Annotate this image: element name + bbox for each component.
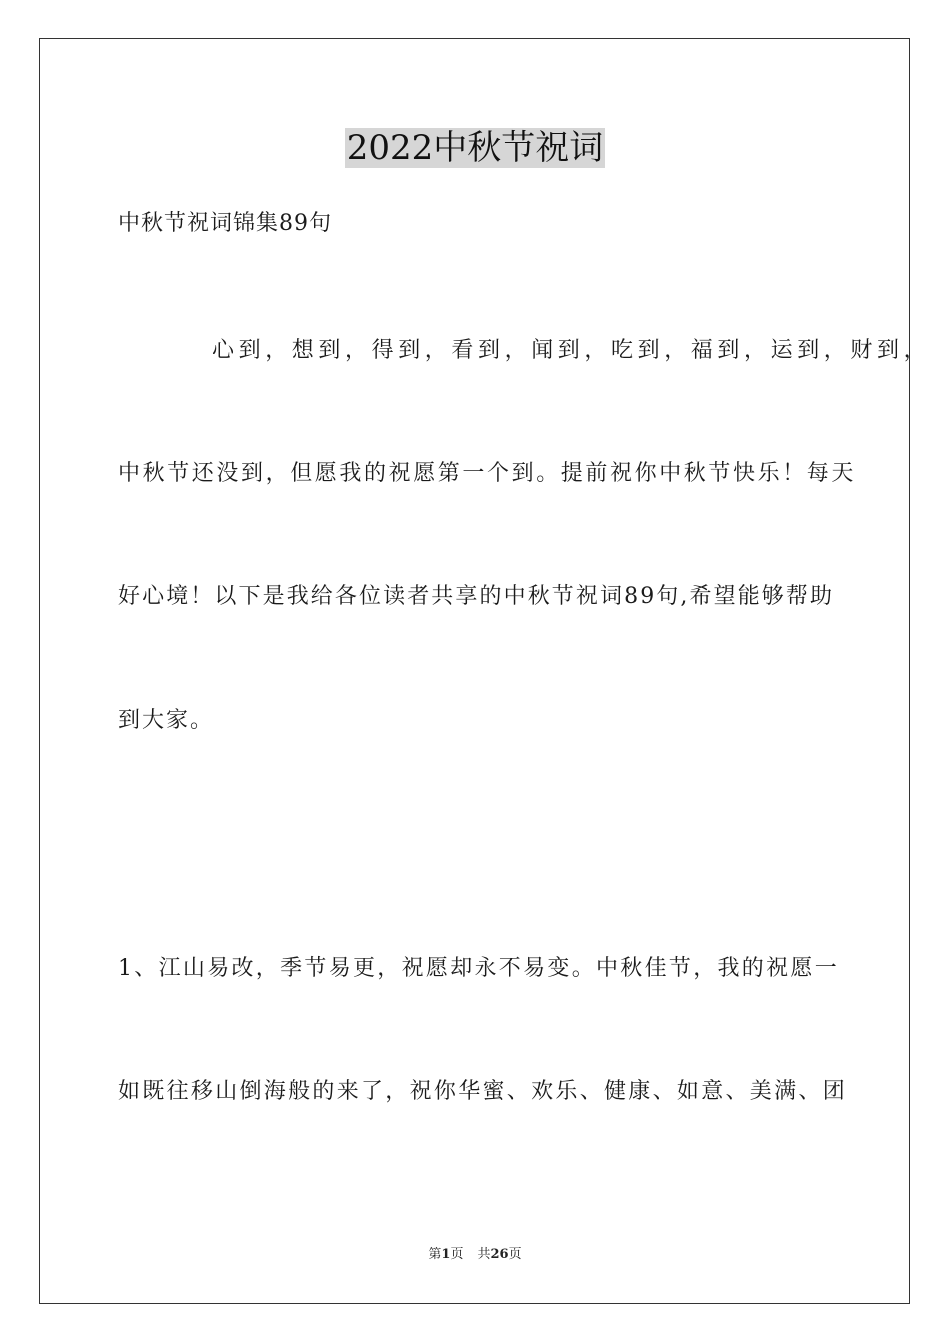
title-container: [0, 128, 950, 168]
page-footer: [0, 1246, 950, 1264]
total-suffix: 页: [508, 1247, 522, 1262]
paragraph-line: 心到，想到，得到，看到，闻到，吃到，福到，运到，财到，: [212, 338, 931, 363]
paragraph-line: 中秋节还没到，但愿我的祝愿第一个到。提前祝你中秋节快乐！每天: [118, 461, 857, 486]
document-subtitle: 中秋节祝词锦集89句: [118, 211, 332, 236]
page-number: 1: [441, 1247, 451, 1262]
paragraph-line: 如既往移山倒海般的来了，祝你华蜜、欢乐、健康、如意、美满、团: [118, 1079, 848, 1104]
total-pages: 26: [490, 1247, 509, 1262]
paragraph-line: 1、江山易改，季节易更，祝愿却永不易变。中秋佳节，我的祝愿一: [118, 956, 839, 981]
document-title: 2022中秋节祝词: [346, 128, 604, 168]
paragraph-line: 好心境！以下是我给各位读者共享的中秋节祝词89句,希望能够帮助: [118, 584, 835, 609]
paragraph-line: 到大家。: [118, 708, 215, 733]
total-prefix: 共: [477, 1247, 491, 1262]
page-prefix: 第: [428, 1247, 442, 1262]
page-suffix: 页: [450, 1247, 464, 1262]
